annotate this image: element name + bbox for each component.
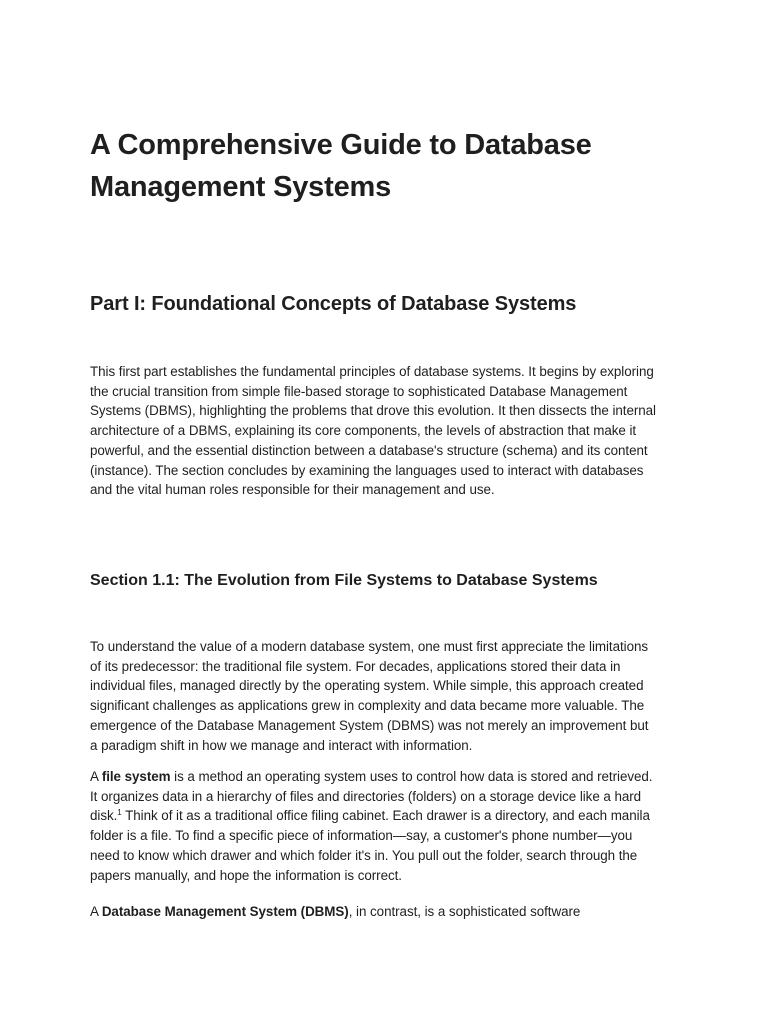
dbms-prefix: A [90, 904, 102, 919]
file-system-text-after-footnote: Think of it as a traditional office filing cabinet. Each drawer is a directory, and each manila folder is a file. To find a specific piece of information—say, a customer's phone number—you need to know which drawer and which folder it's in. You pull out the folder, search through the papers manually, and hope the information is correct. [90, 808, 650, 883]
file-system-prefix: A [90, 769, 102, 784]
footnote-marker[interactable]: 1 [117, 808, 122, 818]
document-title: A Comprehensive Guide to Database Management Systems [90, 129, 592, 203]
dbms-term: Database Management System (DBMS) [101, 904, 349, 919]
section-heading: Section 1.1: The Evolution from File Systems to Database Systems [90, 572, 598, 589]
file-system-text-before-footnote: is a method an operating system uses to control how data is stored and retrieved. It organizes data in a hierarchy of files and directories (folders) on a storage device like a hard disk. [90, 769, 653, 824]
file-system-paragraph [90, 767, 656, 885]
dbms-text: , in contrast, is a sophisticated software [348, 904, 581, 919]
part-intro-paragraph: This first part establishes the fundamental principles of database systems. It begins by exploring the crucial transition from simple file-based storage to sophisticated Database Management Systems (DBMS), highlighting the problems that drove this evolution. It then dissects the internal architecture of a DBMS, explaining its core components, the levels of abstraction that make it powerful, and the essential distinction between a database's structure (schema) and its content (instance). The section concludes by examining the languages used to interact with databases and the vital human roles responsible for their management and use. [90, 364, 656, 498]
file-system-term: file system [101, 769, 171, 784]
part-heading: Part I: Foundational Concepts of Database Systems [90, 293, 577, 315]
section-intro-paragraph: To understand the value of a modern database system, one must first appreciate the limitations of its predecessor: the traditional file system. For decades, applications stored their data in individual files, managed directly by the operating system. While simple, this approach created significant challenges as applications grew in complexity and data became more valuable. The emergence of the Database Management System (DBMS) was not merely an improvement but a paradigm shift in how we manage and interact with information. [90, 639, 649, 753]
dbms-paragraph [90, 902, 656, 922]
